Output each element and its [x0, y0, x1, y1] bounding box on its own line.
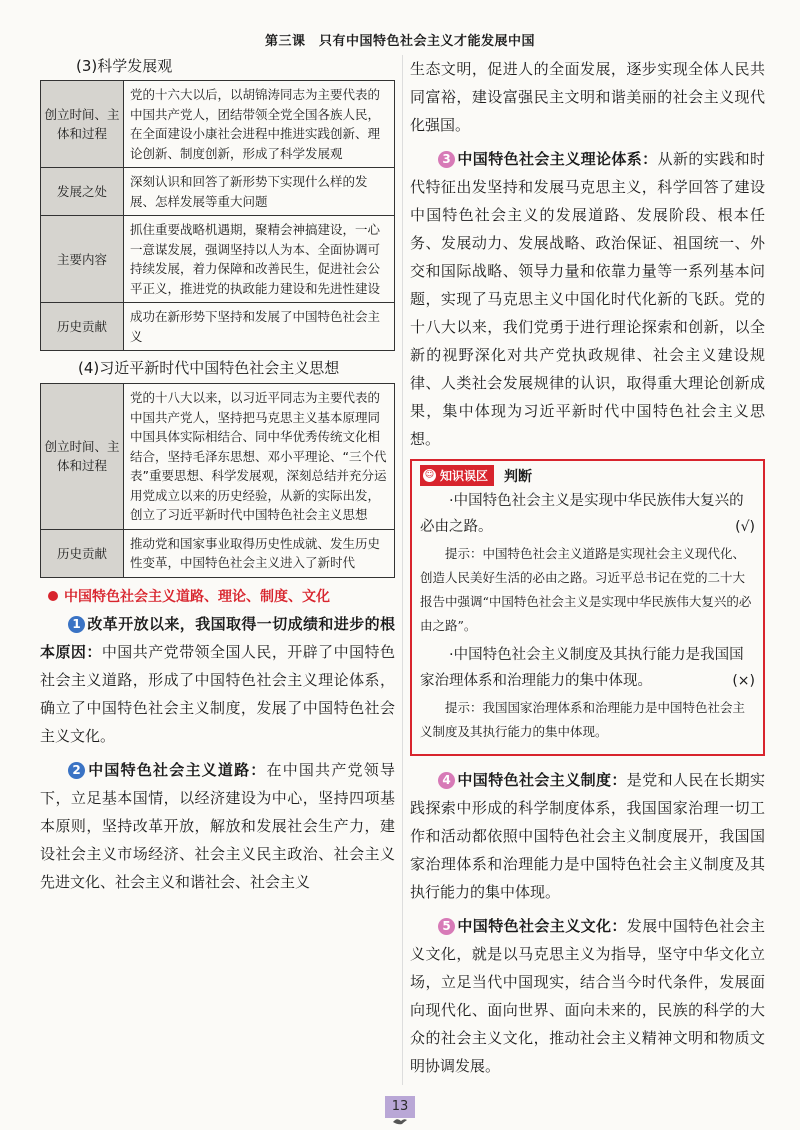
paragraph-3-lead: 中国特色社会主义理论体系：: [457, 150, 658, 168]
badge-label: 知识误区: [440, 469, 489, 483]
number-3-icon: 3: [438, 151, 455, 168]
judgement-label: 判断: [504, 468, 533, 485]
table-key: 历史贡献: [41, 529, 124, 577]
table-value: 深刻认识和回答了新形势下实现什么样的发展、怎样发展等重大问题: [124, 168, 395, 216]
column-divider: [402, 55, 403, 1085]
paragraph-1: [40, 610, 395, 750]
statement-2: [420, 642, 755, 694]
number-2-icon: 2: [68, 762, 85, 779]
xi-thought-table: [40, 383, 395, 578]
page-header-title: 第三课 只有中国特色社会主义才能发展中国: [264, 34, 535, 49]
table-key: 创立时间、主体和过程: [41, 384, 124, 530]
paragraph-2: [40, 756, 395, 896]
bird-icon: [392, 1116, 408, 1129]
paragraph-1-lead: 改革开放以来，我国取得一切成绩和进步的根本原因：: [40, 614, 395, 661]
paragraph-2-continued: 生态文明，促进人的全面发展，逐步实现全体人民共同富裕，建设富强民主文明和谐美丽的社会主义现代化强国。: [410, 60, 765, 134]
table-value: 成功在新形势下坚持和发展了中国特色社会主义: [124, 303, 395, 351]
table-row: [41, 81, 395, 168]
misconception-box-header: [420, 465, 755, 486]
check-mark: (√): [735, 519, 755, 535]
red-dot-icon: [48, 591, 58, 601]
topic-heading: [48, 586, 395, 606]
table-row: [41, 168, 395, 216]
table-value: 党的十八大以来，以习近平同志为主要代表的中国共产党人，坚持把马克思主义基本原理同中国具体实际相结合、同中华优秀传统文化相结合，坚持毛泽东思想、邓小平理论、“三个代表”重要思想、科学发展观，深刻总结并充分运用党成立以来的历史经验，从新的实际出发，创立了习近平新时代中国特色社会主义思想: [124, 384, 395, 530]
misconception-box: [410, 459, 765, 756]
paragraph-2-lead: 中国特色社会主义道路：: [87, 760, 267, 779]
table-row: [41, 303, 395, 351]
statement-2-text: ·中国特色社会主义制度及其执行能力是我国国家治理体系和治理能力的集中体现。: [420, 647, 744, 689]
number-4-icon: 4: [438, 772, 455, 789]
paragraph-4-lead: 中国特色社会主义制度：: [457, 771, 627, 789]
table-key: 创立时间、主体和过程: [41, 81, 124, 168]
table-value: 党的十六大以后，以胡锦涛同志为主要代表的中国共产党人，团结带领全党全国各族人民，在全面建设小康社会进程中推进实践创新、理论创新、制度创新，形成了科学发展观: [124, 81, 395, 168]
hint-2: 提示：我国国家治理体系和治理能力是中国特色社会主义制度及其执行能力的集中体现。: [420, 700, 746, 739]
table-value: 抓住重要战略机遇期，聚精会神搞建设，一心一意谋发展，强调坚持以人为本、全面协调可持续发展，着力保障和改善民生，促进社会公平正义，推进党的执政能力建设和先进性建设: [124, 216, 395, 303]
table-row: [41, 384, 395, 530]
paragraph-3: [410, 145, 765, 453]
right-column: [410, 55, 765, 1080]
number-1-icon: 1: [68, 616, 85, 633]
paragraph-2-text: 在中国共产党领导下，立足基本国情，以经济建设为中心，坚持四项基本原则，坚持改革开放，解放和发展社会生产力，建设社会主义市场经济、社会主义民主政治、社会主义先进文化、社会主义和谐社会、社会主义: [40, 760, 395, 891]
paragraph-4: [410, 766, 765, 906]
page-number: 13: [385, 1096, 415, 1118]
paragraph-5-lead: 中国特色社会主义文化：: [457, 917, 627, 935]
misconception-badge: [420, 465, 494, 486]
table-key: 历史贡献: [41, 303, 124, 351]
table-value: 推动党和国家事业取得历史性成就、发生历史性变革，中国特色社会主义进入了新时代: [124, 529, 395, 577]
paragraph-4-text: 是党和人民在长期实践探索中形成的科学制度体系，我国国家治理一切工作和活动都依照中国特色社会主义制度展开，我国国家治理体系和治理能力是中国特色社会主义制度及其执行能力的集中体现。: [410, 771, 765, 901]
section-3-title: (3)科学发展观: [76, 57, 173, 75]
paragraph-3-text: 从新的实践和时代特征出发坚持和发展马克思主义，科学回答了建设中国特色社会主义的发展道路、发展阶段、根本任务、发展动力、发展战略、政治保证、祖国统一、外交和国际战略、领导力量和依靠力量等一系列基本问题，实现了马克思主义中国化时代化新的飞跃。党的十八大以来，我们党勇于进行理论探索和创新，以全新的视野深化对共产党执政规律、社会主义建设规律、人类社会发展规律的认识，取得重大理论创新成果，集中体现为习近平新时代中国特色社会主义思想。: [410, 150, 765, 448]
statement-1-text: ·中国特色社会主义是实现中华民族伟大复兴的必由之路。: [420, 493, 744, 535]
number-5-icon: 5: [438, 918, 455, 935]
topic-text: 中国特色社会主义道路、理论、制度、文化: [64, 588, 330, 605]
table-row: [41, 529, 395, 577]
statement-1: [420, 488, 755, 540]
cross-mark: (×): [732, 673, 755, 689]
paragraph-5: [410, 912, 765, 1080]
table-key: 发展之处: [41, 168, 124, 216]
left-column: [40, 55, 395, 896]
section-4-title: (4)习近平新时代中国特色社会主义思想: [78, 359, 340, 377]
scientific-outlook-table: [40, 80, 395, 351]
hint-1: 提示：中国特色社会主义道路是实现社会主义现代化、创造人民美好生活的必由之路。习近平总书记在党的二十大报告中强调“中国特色社会主义是实现中华民族伟大复兴的必由之路”。: [420, 546, 752, 633]
table-key: 主要内容: [41, 216, 124, 303]
paragraph-5-text: 发展中国特色社会主义文化，就是以马克思主义为指导，坚守中华文化立场，立足当代中国现实，结合当今时代条件，发展面向现代化、面向世界、面向未来的，民族的科学的大众的社会主义文化，推动社会主义精神文明和物质文明协调发展。: [410, 917, 765, 1075]
paragraph-1-text: 中国共产党带领全国人民，开辟了中国特色社会主义道路，形成了中国特色社会主义理论体系，确立了中国特色社会主义制度，发展了中国特色社会主义文化。: [40, 642, 395, 745]
table-row: [41, 216, 395, 303]
smiley-icon: ☺: [424, 470, 435, 480]
